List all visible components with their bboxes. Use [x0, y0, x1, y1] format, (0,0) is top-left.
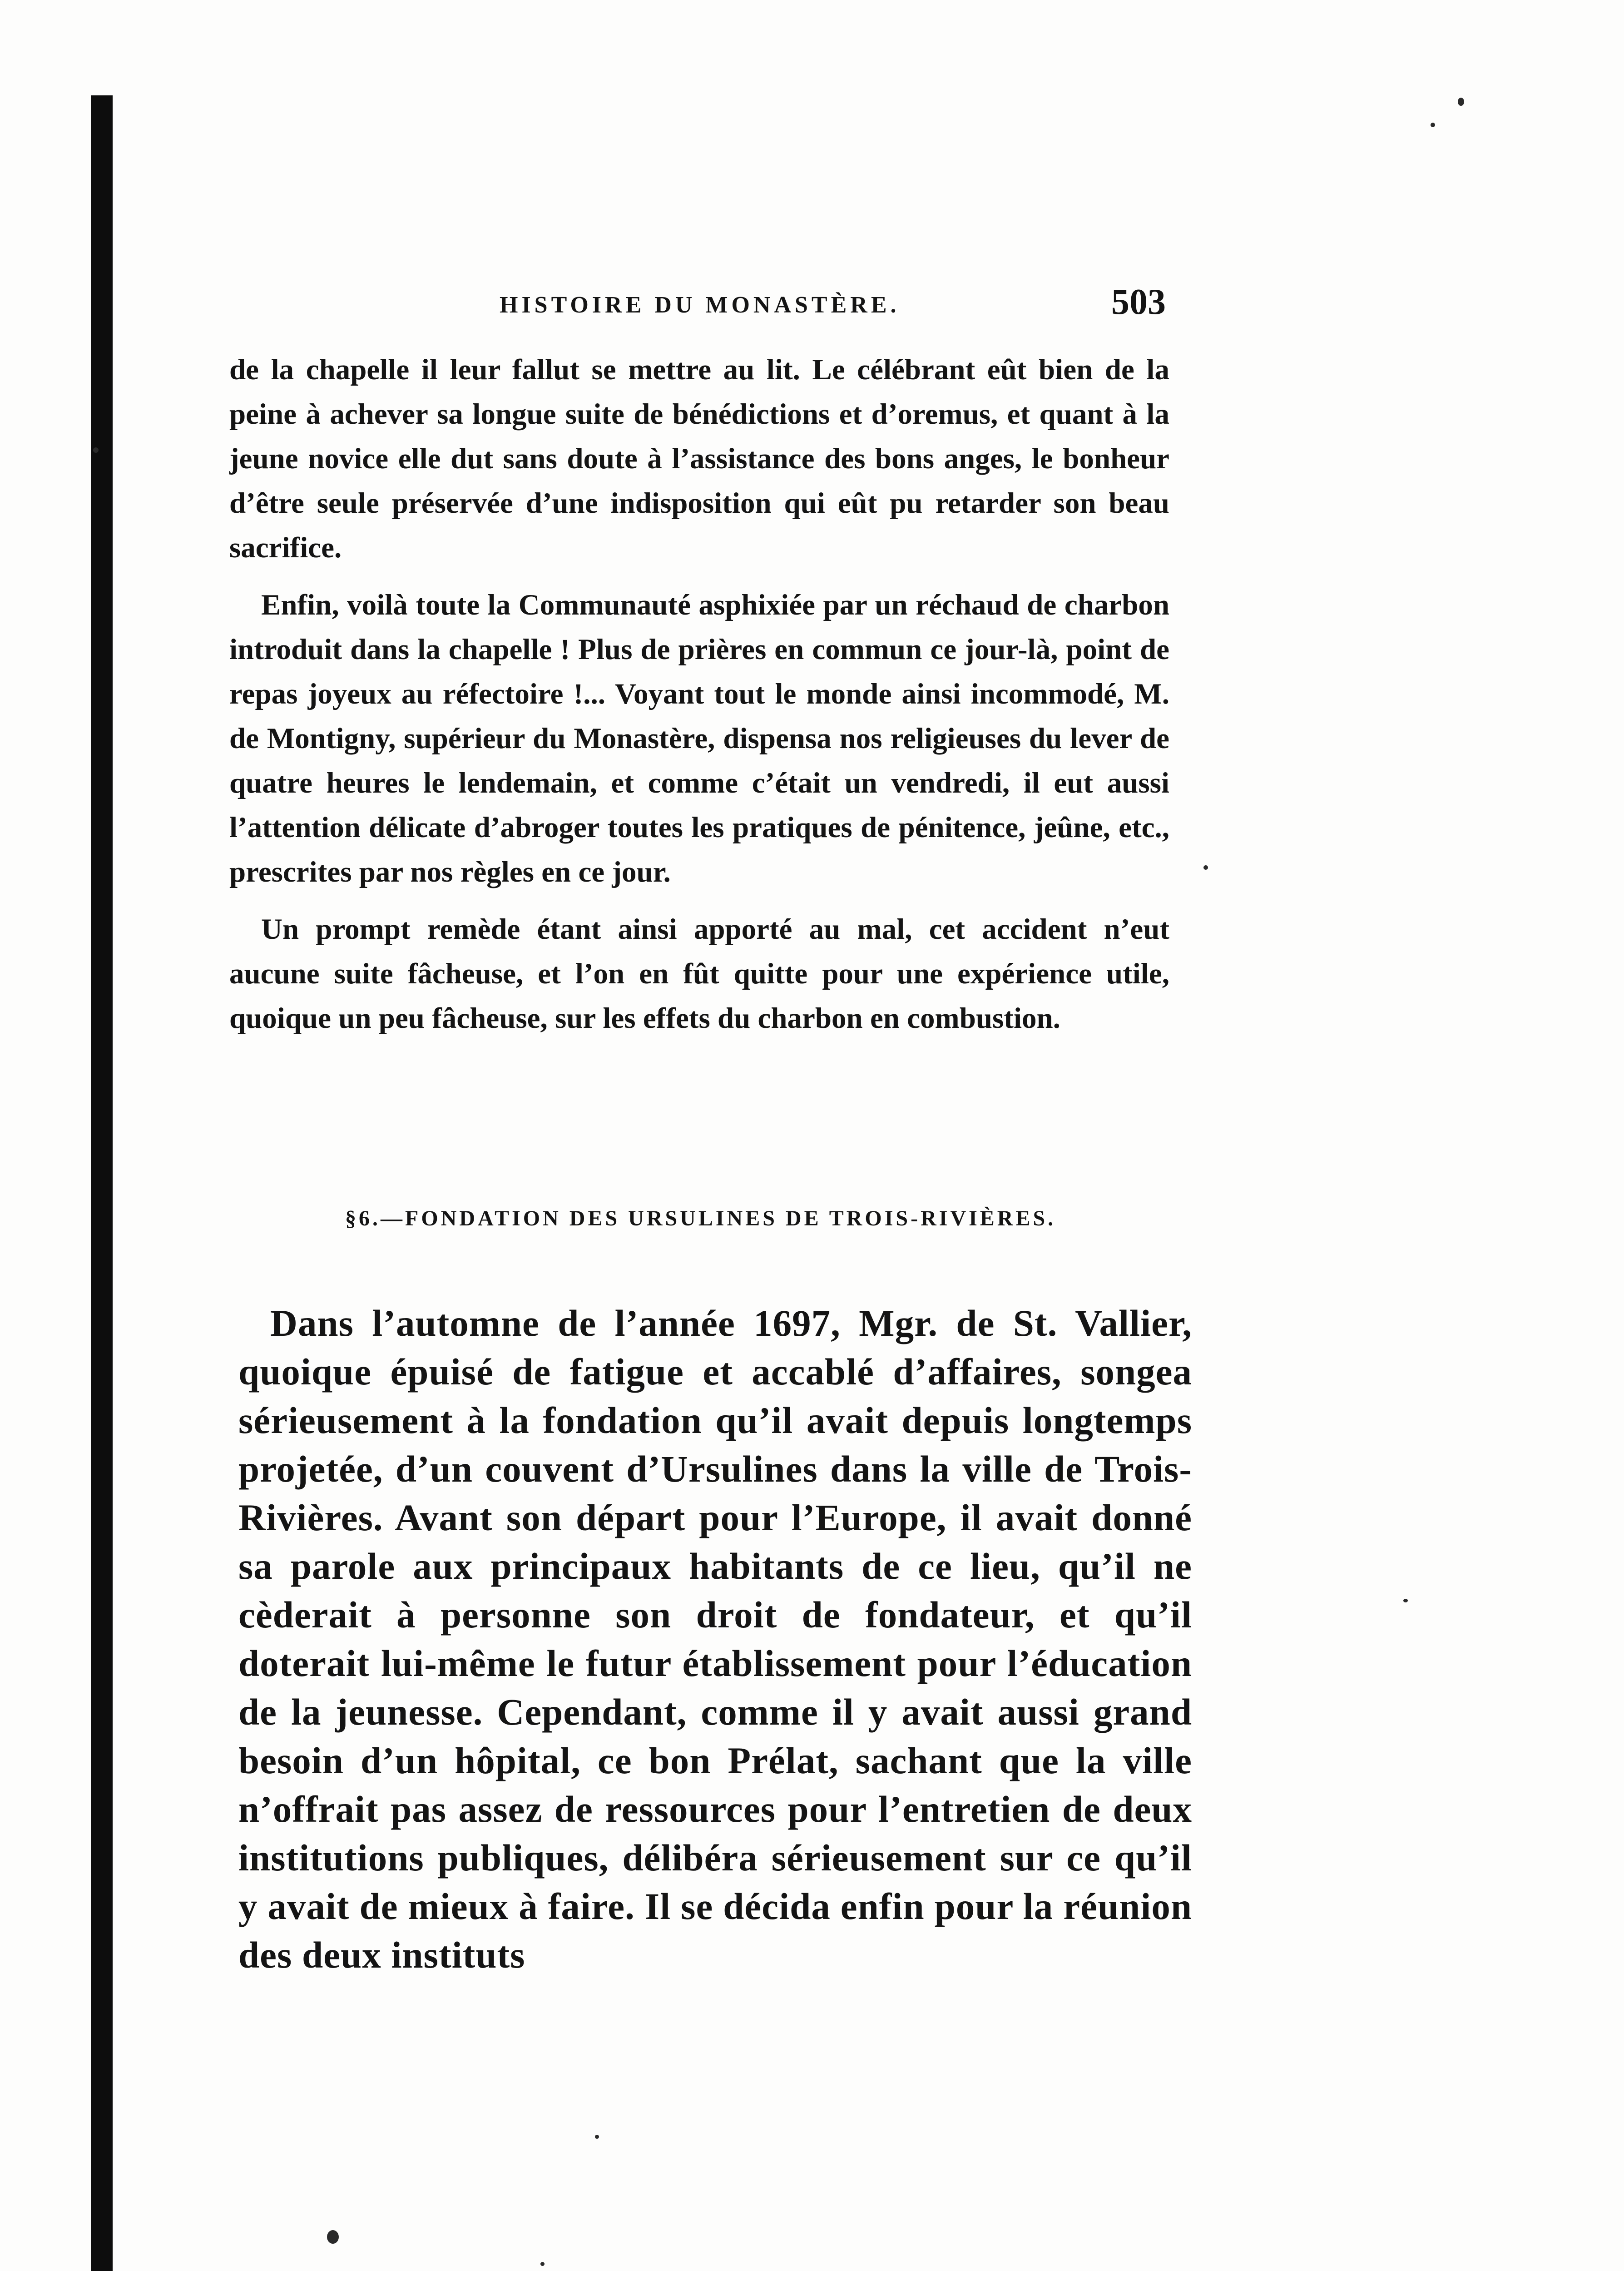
print-speck: [1203, 865, 1208, 870]
running-title: HISTOIRE DU MONASTÈRE.: [500, 292, 900, 318]
page-number: 503: [1111, 282, 1166, 322]
page-header: [229, 282, 1169, 332]
print-speck: [1403, 1599, 1408, 1602]
print-speck: [327, 2230, 339, 2244]
paragraph: Un prompt remède étant ainsi apporté au mal, cet accident n’eut aucune suite fâcheuse, et l’on en fût quitte pour une expérience utile, quoique un peu fâcheuse, sur les effets du charbon en combustion.: [229, 913, 1169, 1035]
body-text-large: [238, 1299, 1192, 1979]
paragraph: de la chapelle il leur fallut se mettre au lit. Le célébrant eût bien de la peine à achever sa longue suite de bénédictions et d’oremus, et quant à la jeune novice elle dut sans doute à l’assistance des bons anges, le bonheur d’être seule préservée d’une indisposition qui eût pu retarder son beau sacrifice.: [229, 353, 1169, 564]
print-speck: [1458, 98, 1464, 106]
print-speck: [93, 447, 99, 453]
paragraph: Dans l’automne de l’année 1697, Mgr. de St. Vallier, quoique épuisé de fatigue et accablé d’affaires, songea sérieusement à la fondation qu’il avait depuis longtemps projetée, d’un couvent d’Ursulines dans la ville de Trois-Rivières. Avant son départ pour l’Europe, il avait donné sa parole aux principaux habitants de ce lieu, qu’il ne cèderait à personne son droit de fondateur, et qu’il doterait lui-même le futur établissement pour l’éducation de la jeunesse. Cependant, comme il y avait aussi grand besoin d’un hôpital, ce bon Prélat, sachant que la ville n’offrait pas assez de ressources pour l’entretien de deux institutions publiques, délibéra sérieusement sur ce qu’il y avait de mieux à faire. Il se décida enfin pour la réunion des deux instituts: [238, 1302, 1192, 1976]
binding-shadow: [91, 95, 113, 2271]
print-speck: [540, 2262, 545, 2266]
paragraph: Enfin, voilà toute la Communauté asphixiée par un réchaud de charbon introduit dans la chapelle ! Plus de prières en commun ce jour-là, point de repas joyeux au réfectoire !... Voyant tout le monde ainsi incommodé, M. de Montigny, supérieur du Monastère, dispensa nos religieuses du lever de quatre heures le lendemain, et comme c’était un vendredi, il eut aussi l’attention délicate d’abroger toutes les pratiques de pénitence, jeûne, etc., prescrites par nos règles en ce jour.: [229, 589, 1169, 888]
print-speck: [595, 2135, 599, 2139]
print-speck: [1431, 123, 1435, 127]
section-heading: §6.—FONDATION DES URSULINES DE TROIS-RIVIÈRES.: [345, 1206, 1056, 1230]
body-text-small: [229, 347, 1169, 1053]
